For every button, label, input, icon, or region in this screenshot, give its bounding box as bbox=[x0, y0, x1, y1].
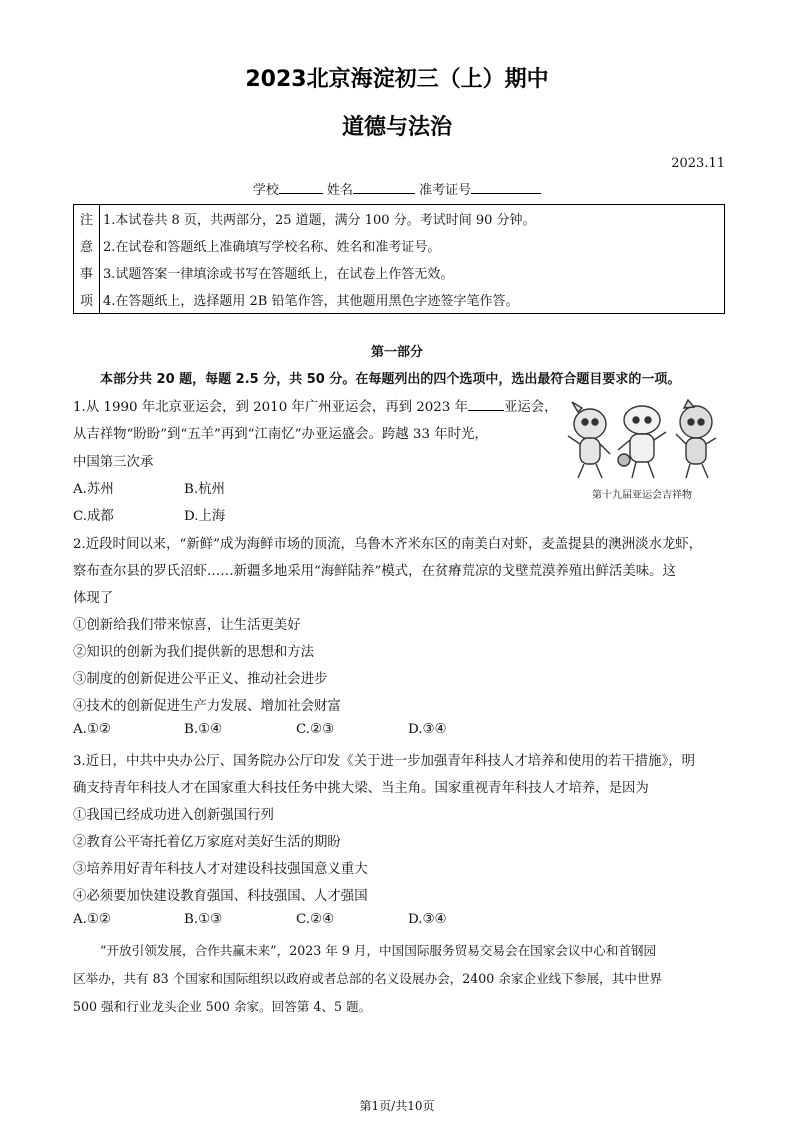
q2-line1: 2.近段时间以来，“新鲜”成为海鲜市场的顶流，乌鲁木齐米东区的南美白对虾，麦盖提县的澳洲淡水龙虾， bbox=[73, 537, 703, 552]
q2-option-b: B.①④ bbox=[184, 722, 223, 737]
q2-option-a: A.①② bbox=[73, 722, 111, 737]
q1-option-a: A.苏州 bbox=[73, 482, 114, 497]
q1-text: 1.从 1990 年北京亚运会，到 2010 年广州亚运会，再到 2023 年 bbox=[73, 400, 468, 415]
q3-statement-2: ②教育公平寄托着亿万家庭对美好生活的期盼 bbox=[73, 835, 341, 850]
q3-statement-4: ④必须要加快建设教育强国、科技强国、人才强国 bbox=[73, 889, 368, 904]
q3-option-a: A.①② bbox=[73, 912, 111, 927]
school-blank[interactable] bbox=[279, 181, 323, 194]
mascot-right bbox=[676, 400, 716, 478]
mascot-image bbox=[560, 398, 724, 482]
notice-item: 3.试题答案一律填涂或书写在答题纸上，在试卷上作答无效。 bbox=[103, 267, 454, 282]
name-label: 姓名 bbox=[326, 183, 353, 198]
notice-box bbox=[73, 204, 725, 314]
q2-statement-4: ④技术的创新促进生产力发展、增加社会财富 bbox=[73, 699, 341, 714]
q1-option-c: C.成都 bbox=[73, 509, 114, 524]
exam-date: 2023.11 bbox=[671, 156, 725, 171]
id-blank[interactable] bbox=[471, 181, 541, 194]
mascot-left bbox=[568, 402, 610, 478]
q1-line1 bbox=[73, 396, 558, 415]
passage-line1: “开放引领发展，合作共赢未来”，2023 年 9 月，中国国际服务贸易交易会在国家会议中心和首钢园 bbox=[100, 943, 657, 958]
q3-statement-3: ③培养用好青年科技人才对建设科技强国意义重大 bbox=[73, 862, 368, 877]
notice-label-char: 注 bbox=[79, 213, 93, 228]
notice-label bbox=[74, 205, 100, 313]
id-label: 准考证号 bbox=[419, 183, 472, 198]
part-description: 本部分共 20 题，每题 2.5 分，共 50 分。在每题列出的四个选项中，选出最符合题目要求的一项。 bbox=[100, 372, 681, 387]
notice-item: 1.本试卷共 8 页，共两部分，25 道题，满分 100 分。考试时间 90 分钟。 bbox=[103, 213, 536, 228]
exam-subject: 道德与法治 bbox=[341, 115, 452, 140]
q2-line2: 察布查尔县的罗氏沼虾……新疆多地采用“海鲜陆养”模式，在贫瘠荒凉的戈壁荒漠养殖出鲜活美味。这 bbox=[73, 564, 676, 579]
q3-line1: 3.近日，中共中央办公厅、国务院办公厅印发《关于进一步加强青年科技人才培养和使用的若干措施》，明 bbox=[73, 754, 696, 769]
q1-text: 亚运会， bbox=[503, 400, 558, 415]
mascot-caption: 第十九届亚运会吉祥物 bbox=[592, 490, 692, 501]
q1-answer-blank bbox=[468, 398, 504, 411]
student-info-line bbox=[0, 179, 794, 198]
page-footer: 第1页/共10页 bbox=[359, 1099, 435, 1113]
q3-option-c: C.②④ bbox=[296, 912, 335, 927]
school-label: 学校 bbox=[252, 183, 279, 198]
q2-statement-2: ②知识的创新为我们提供新的思想和方法 bbox=[73, 645, 315, 660]
notice-items bbox=[100, 205, 724, 313]
mascot-middle bbox=[618, 406, 666, 478]
notice-item: 2.在试卷和答题纸上准确填写学校名称、姓名和准考证号。 bbox=[103, 240, 441, 255]
q3-line2: 确支持青年科技人才在国家重大科技任务中挑大梁、当主角。国家重视青年科技人才培养，是因为 bbox=[73, 781, 649, 796]
q2-option-d: D.③④ bbox=[408, 722, 447, 737]
q1-option-b: B.杭州 bbox=[184, 482, 225, 497]
q2-statement-3: ③制度的创新促进公平正义、推动社会进步 bbox=[73, 672, 328, 687]
exam-title: 2023北京海淀初三（上）期中 bbox=[245, 67, 549, 92]
q1-line3: 中国第三次承 bbox=[73, 455, 154, 470]
q1-line2: 从吉祥物“盼盼”到“五羊”再到“江南忆”办亚运盛会。跨越 33 年时光， bbox=[73, 427, 488, 442]
passage-line2: 区举办，共有 83 个国家和国际组织以政府或者总部的名义设展办会，2400 余家企业线下参展，其中世界 bbox=[73, 971, 663, 986]
notice-label-char: 事 bbox=[79, 267, 93, 282]
q2-line3: 体现了 bbox=[73, 591, 114, 606]
notice-label-char: 项 bbox=[79, 294, 93, 309]
q1-option-d: D.上海 bbox=[184, 509, 226, 524]
part-title: 第一部分 bbox=[370, 345, 423, 360]
q2-statement-1: ①创新给我们带来惊喜，让生活更美好 bbox=[73, 618, 301, 633]
q3-option-b: B.①③ bbox=[184, 912, 223, 927]
q3-statement-1: ①我国已经成功进入创新强国行列 bbox=[73, 808, 274, 823]
passage-line3: 500 强和行业龙头企业 500 余家。回答第 4、5 题。 bbox=[73, 999, 372, 1014]
q2-option-c: C.②③ bbox=[296, 722, 335, 737]
name-blank[interactable] bbox=[353, 181, 415, 194]
q3-option-d: D.③④ bbox=[408, 912, 447, 927]
notice-item: 4.在答题纸上，选择题用 2B 铅笔作答，其他题用黑色字迹签字笔作答。 bbox=[103, 294, 519, 309]
notice-label-char: 意 bbox=[79, 240, 93, 255]
